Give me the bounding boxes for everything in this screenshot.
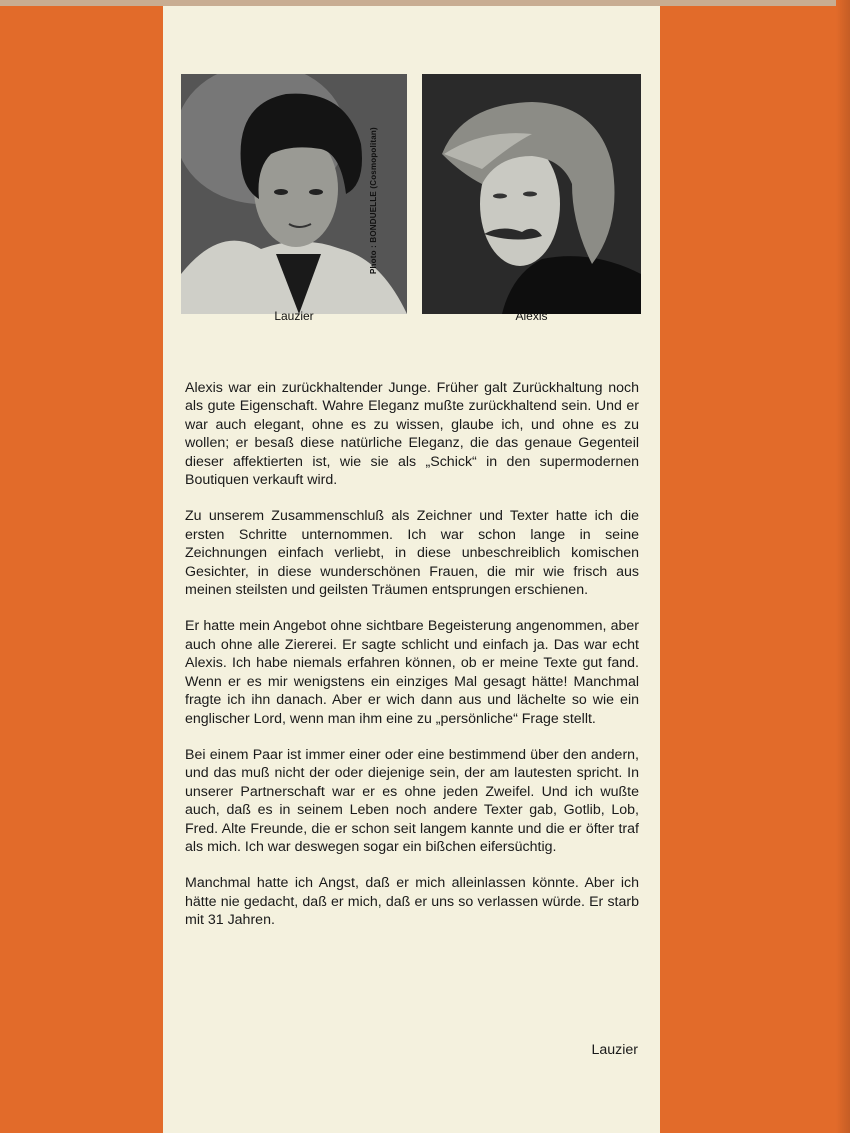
paragraph: Er hatte mein Angebot ohne sichtbare Begeisterung angenommen, aber auch ohne alle Ziererei. Er sagte schlicht und einfach ja. Das war echt Alexis. Ich habe niemals erfahren können, ob er meine Texte gut fand. Wenn er es mir wenigstens ein einziges Mal gesagt hätte! Manchmal fragte ich ihn danach. Aber er wich dann aus und lächelte so wie ein englischer Lord, wenn man ihm eine zu „persönliche“ Frage stellt. <box>185 618 639 727</box>
paragraph: Bei einem Paar ist immer einer oder eine bestimmend über den andern, und das muß nicht der oder diejenige sein, der am lautesten spricht. In unserer Partnerschaft war er es ohne jeden Zweifel. Und ich wußte auch, daß es in seinem Leben noch andere Texter gab, Gotlib, Lob, Fred. Alte Freunde, die er schon seit langem kannte und die er öfter traf als mich. Ich war deswegen sogar ein bißchen eifersüchtig. <box>185 746 639 855</box>
paragraph: Manchmal hatte ich Angst, daß er mich alleinlassen könnte. Aber ich hätte nie gedacht, daß er mich, daß er uns so verlassen würde. Er starb mit 31 Jahren. <box>185 875 639 929</box>
photo-caption-left: Lauzier <box>274 309 314 323</box>
author-signature: Lauzier <box>591 1042 638 1058</box>
cream-text-panel <box>163 6 660 1133</box>
cover-right-edge <box>836 0 850 1133</box>
body-text <box>185 379 639 948</box>
photo-credit: Photo : BONDUELLE (Cosmopolitan) <box>369 127 378 274</box>
photo-caption-right: Alexis <box>515 309 548 323</box>
portrait-photo-alexis <box>422 74 641 314</box>
paragraph: Alexis war ein zurückhaltender Junge. Früher galt Zurückhaltung noch als gute Eigenschaft. Wahre Eleganz mußte zurückhaltend sein. Und er war auch elegant, ohne es zu wissen, glaube ich, und ohne es zu wollen; er besaß diese natürliche Eleganz, die das genaue Gegenteil dieser affektierten ist, wie sie als „Schick“ in den supermodernen Boutiquen verkauft wird. <box>185 380 639 489</box>
paragraph: Zu unserem Zusammenschluß als Zeichner und Texter hatte ich die ersten Schritte unternommen. Ich war schon lange in seine Zeichnungen einfach verliebt, in diese unbeschreiblich komischen Gesichter, in diese wunderschönen Frauen, die mir wie frisch aus meinen steilsten und geilsten Träumen entsprungen erschienen. <box>185 508 639 599</box>
